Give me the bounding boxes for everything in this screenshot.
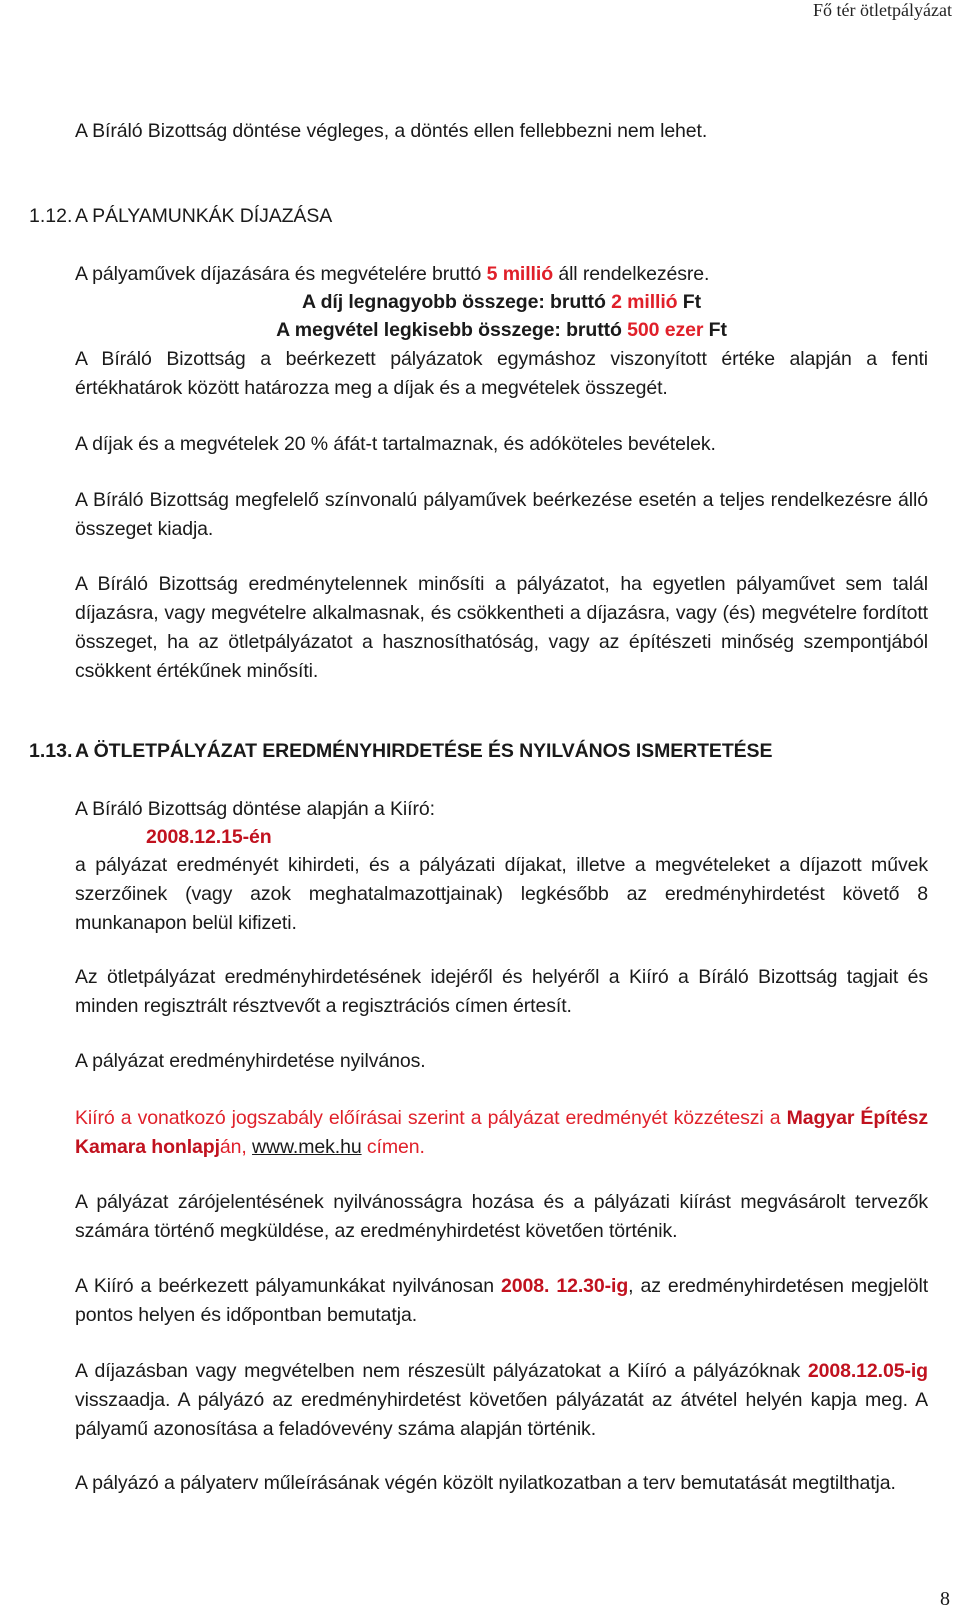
return-date: 2008.12.05-ig [807,1360,928,1382]
section-title-1-13: A ÖTLETPÁLYÁZAT EREDMÉNYHIRDETÉSE ÉS NYILVÁNOS ISMERTETÉSE [75,740,773,762]
mek-link[interactable]: www.mek.hu [252,1136,362,1158]
return-works-paragraph: A díjazásban vagy megvételben nem részesült pályázatokat a Kiíró a pályázóknak 2008.12.05-ig visszaadja. A pályázó az eredményhirdetést követően pályázatát az átvétel helyén kapja meg. A pályamű azonosítása a feladóvevény száma alapján történik. [75,1360,928,1440]
exhibition-paragraph: A Kiíró a beérkezett pályamunkákat nyilvánosan 2008. 12.30-ig, az eredményhirdetésen megjelölt pontos helyen és időpontban bemutatja. [75,1275,929,1326]
final-decision-paragraph: A Bíráló Bizottság döntése végleges, a döntés ellen fellebbezni nem lehet. [75,120,708,142]
vat-paragraph: A díjak és a megvételek 20 % áfát-t tartalmaznak, és adóköteles bevételek. [75,433,716,455]
full-amount-paragraph: A Bíráló Bizottság megfelelő színvonalú pályaművek beérkezése esetén a teljes rendelkezésre álló összeget kiadja. [75,489,928,540]
min-purchase-amount: 500 ezer [627,319,704,341]
announcement-date: 2008.12.15-én [146,826,272,848]
jury-determines-paragraph: A Bíráló Bizottság a beérkezett pályázatok egymáshoz viszonyított értéke alapján a fenti értékhatárok között határozza meg a díjak és a megvételek összegét. [75,348,928,399]
public-announcement-paragraph: A pályázat eredményhirdetése nyilvános. [75,1050,426,1072]
running-header: Fő tér ötletpályázat [813,0,952,20]
prize-pool-amount: 5 millió [486,263,554,285]
chamber-name: Magyar Építész Kamara honlapj [75,1107,928,1158]
section-number-1-12: 1.12. [29,205,73,227]
section-title-1-12: A PÁLYAMUNKÁK DÍJAZÁSA [75,205,333,227]
unsuccessful-paragraph: A Bíráló Bizottság eredménytelennek minősíti a pályázatot, ha egyetlen pályaművet sem talál díjazásra, vagy megvételre alkalmasnak, és csökkentheti a díjazásra, vagy (és) megvételre fordított összeget, ha az ötletpályázatot a hasznosíthatóság, vagy az építészeti minőség szempontjából csökkent értékűnek minősíti. [75,573,928,682]
final-report-paragraph: A pályázat zárójelentésének nyilvánosságra hozása és a pályázati kiírást megvásárolt tervezők számára történő megküldése, az eredményhirdetést követően történik. [75,1191,928,1242]
max-prize-amount: 2 millió [611,291,678,313]
prohibit-display-paragraph: A pályázó a pályaterv műleírásának végén közölt nyilatkozatban a terv bemutatását megtilthatja. [75,1472,896,1494]
page-number: 8 [940,1588,950,1610]
prize-pool-paragraph: A pályaművek díjazására és megvételére bruttó 5 millió áll rendelkezésre. [75,263,710,285]
min-purchase-line: A megvétel legkisebb összege: bruttó 500 ezer Ft [276,319,727,341]
decision-intro: A Bíráló Bizottság döntése alapján a Kiíró: [75,798,435,820]
publication-paragraph: Kiíró a vonatkozó jogszabály előírásai szerint a pályázat eredményét közzéteszi a Magyar Építész Kamara honlapján, www.mek.hu címen. [75,1107,928,1158]
payment-paragraph: a pályázat eredményét kihirdeti, és a pályázati díjakat, illetve a megvételeket a díjazott művek szerzőinek (vagy azok meghatalmazottjainak) legkésőbb az eredményhirdetést követő 8 munkanapon belül kifizeti. [75,854,928,934]
section-number-1-13: 1.13. [29,740,73,762]
max-prize-line: A díj legnagyobb összege: bruttó 2 millió Ft [302,291,701,313]
notification-paragraph: Az ötletpályázat eredményhirdetésének idejéről és helyéről a Kiíró a Bíráló Bizottság tagjait és minden regisztrált résztvevőt a regisztrációs címen értesít. [75,966,928,1017]
exhibition-date: 2008. 12.30-ig [501,1275,629,1297]
